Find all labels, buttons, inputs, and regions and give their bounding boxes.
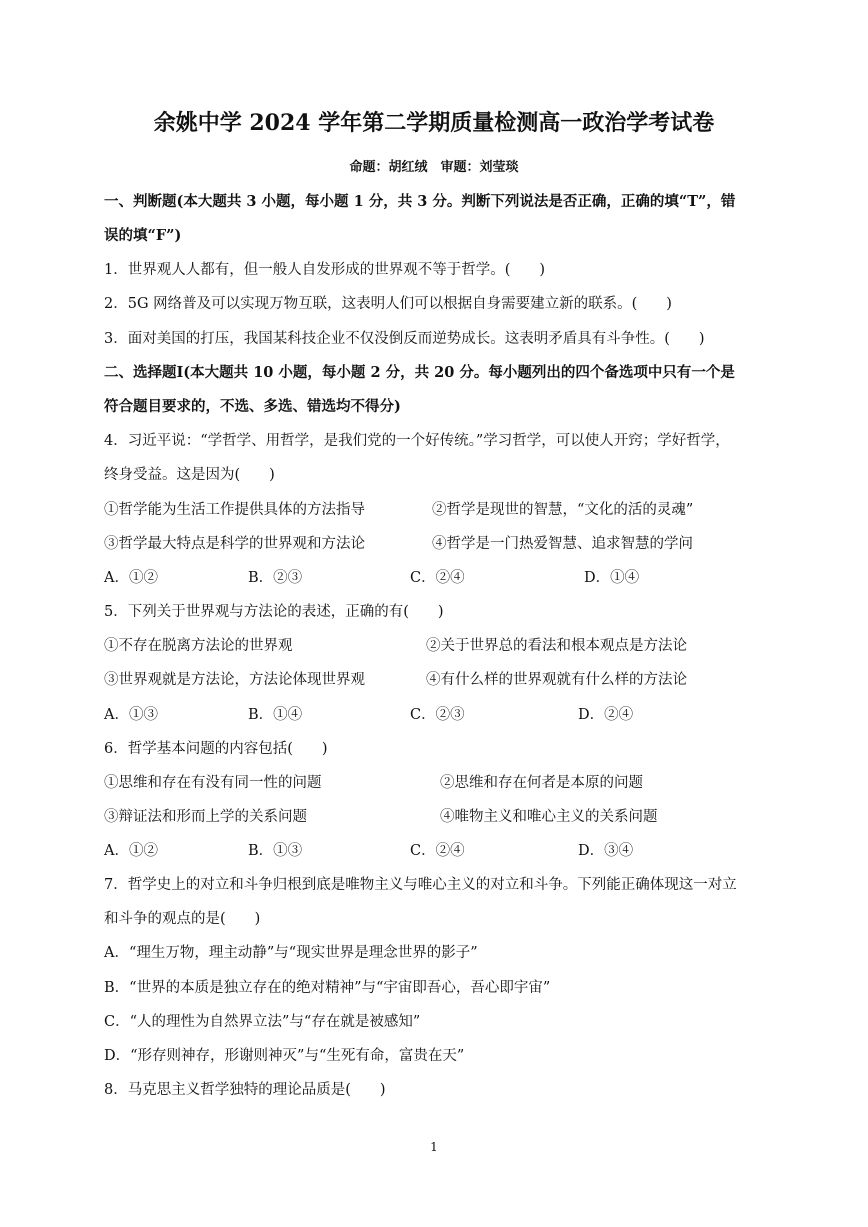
- question-7-choice-c: C．“人的理性为自然界立法”与“存在就是被感知”: [104, 1014, 421, 1030]
- question-4-statement-2: ②哲学是现世的智慧，“文化的活的灵魂”: [432, 502, 694, 518]
- question-5-choice-b: B．①④: [248, 707, 303, 723]
- question-4-statements-row1: [104, 498, 764, 518]
- question-4-statement-1: ①哲学能为生活工作提供具体的方法指导: [104, 502, 365, 518]
- question-4-stem-line2: 终身受益。这是因为( ): [104, 467, 275, 483]
- question-4-choice-d: D．①④: [584, 570, 640, 586]
- exam-title: 余姚中学 2024 学年第二学期质量检测高一政治学考试卷: [153, 110, 715, 136]
- question-6-statements-row1: [104, 771, 764, 791]
- question-5-choice-d: D．②④: [578, 707, 634, 723]
- question-5-statement-1: ①不存在脱离方法论的世界观: [104, 638, 293, 654]
- question-6-choices: [104, 839, 764, 859]
- question-3: 3．面对美国的打压，我国某科技企业不仅没倒反而逆势成长。这表明矛盾具有斗争性。( ): [104, 331, 705, 347]
- question-5-stem: 5．下列关于世界观与方法论的表述，正确的有( ): [104, 604, 444, 620]
- question-5-statements-row2: [104, 668, 764, 688]
- question-6-choice-a: A．①②: [104, 843, 158, 859]
- question-6-statement-3: ③辩证法和形而上学的关系问题: [104, 809, 307, 825]
- question-5-statement-3: ③世界观就是方法论，方法论体现世界观: [104, 672, 365, 688]
- exam-byline: 命题：胡红绒 审题：刘莹琰: [349, 160, 519, 175]
- question-7-choice-d: D．“形存则神存，形谢则神灭”与“生死有命，富贵在天”: [104, 1048, 465, 1064]
- question-6-statement-4: ④唯物主义和唯心主义的关系问题: [440, 809, 658, 825]
- question-4-stem-line1: 4．习近平说：“学哲学、用哲学，是我们党的一个好传统。”学习哲学，可以使人开窍；学好哲学，: [104, 433, 730, 449]
- question-5-choice-a: A．①③: [104, 707, 158, 723]
- question-6-statement-1: ①思维和存在有没有同一性的问题: [104, 775, 322, 791]
- question-5-statement-2: ②关于世界总的看法和根本观点是方法论: [426, 638, 687, 654]
- question-6-statements-row2: [104, 805, 764, 825]
- question-4-statements-row2: [104, 532, 764, 552]
- question-2: 2．5G 网络普及可以实现万物互联，这表明人们可以根据自身需要建立新的联系。( ): [104, 296, 672, 312]
- section2-heading-line2: 符合题目要求的，不选、多选、错选均不得分): [104, 398, 401, 415]
- question-6-choice-d: D．③④: [578, 843, 634, 859]
- question-5-choice-c: C．②③: [410, 707, 465, 723]
- question-4-choices: [104, 566, 764, 586]
- question-5-choices: [104, 703, 764, 723]
- section2-heading-line1: 二、选择题Ⅰ(本大题共 10 小题，每小题 2 分，共 20 分。每小题列出的四个备选项中只有一个是: [104, 364, 735, 381]
- question-8-stem: 8．马克思主义哲学独特的理论品质是( ): [104, 1082, 386, 1098]
- question-7-choice-b: B．“世界的本质是独立存在的绝对精神”与“宇宙即吾心，吾心即宇宙”: [104, 980, 551, 996]
- question-4-choice-c: C．②④: [410, 570, 465, 586]
- question-7-stem-line1: 7．哲学史上的对立和斗争归根到底是唯物主义与唯心主义的对立和斗争。下列能正确体现这一对立: [104, 877, 737, 893]
- section1-heading-line2: 误的填“F”): [104, 227, 182, 244]
- section1-heading-line1: 一、判断题(本大题共 3 小题，每小题 1 分，共 3 分。判断下列说法是否正确，正确的填“T”，错: [104, 193, 736, 210]
- question-6-choice-b: B．①③: [248, 843, 303, 859]
- question-4-choice-a: A．①②: [104, 570, 158, 586]
- question-5-statements-row1: [104, 634, 764, 654]
- question-4-statement-3: ③哲学最大特点是科学的世界观和方法论: [104, 536, 365, 552]
- question-5-statement-4: ④有什么样的世界观就有什么样的方法论: [426, 672, 687, 688]
- page-number: 1: [430, 1140, 438, 1154]
- question-6-stem: 6．哲学基本问题的内容包括( ): [104, 741, 328, 757]
- question-4-choice-b: B．②③: [248, 570, 303, 586]
- question-6-statement-2: ②思维和存在何者是本原的问题: [440, 775, 643, 791]
- question-7-choice-a: A．“理生万物，理主动静”与“现实世界是理念世界的影子”: [104, 945, 478, 961]
- question-6-choice-c: C．②④: [410, 843, 465, 859]
- question-4-statement-4: ④哲学是一门热爱智慧、追求智慧的学问: [432, 536, 693, 552]
- question-7-stem-line2: 和斗争的观点的是( ): [104, 911, 261, 927]
- question-1: 1．世界观人人都有，但一般人自发形成的世界观不等于哲学。( ): [104, 262, 546, 278]
